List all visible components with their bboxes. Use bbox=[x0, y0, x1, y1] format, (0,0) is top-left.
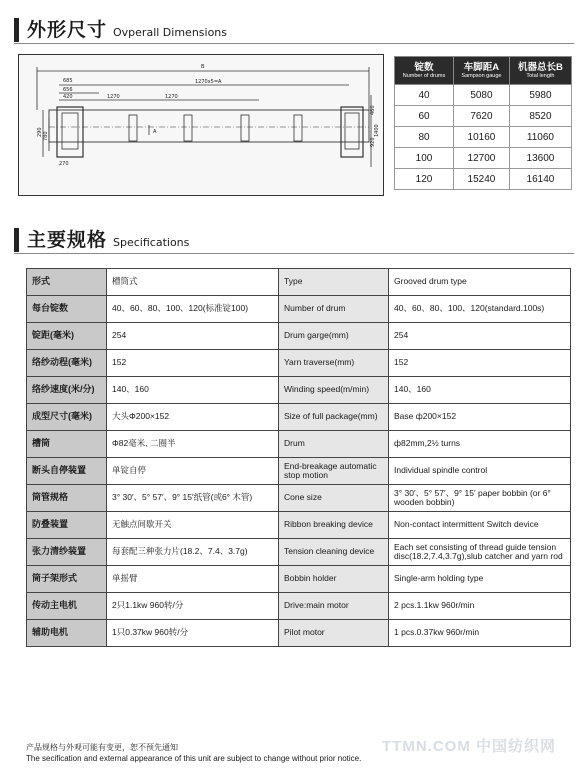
header-rule bbox=[14, 253, 574, 254]
table-cell: Winding speed(m/min) bbox=[279, 377, 389, 404]
section-header-dimensions bbox=[14, 12, 227, 42]
table-cell: Size of full package(mm) bbox=[279, 404, 389, 431]
footer-note-zh: 产品规格与外观可能有变更，恕不预先通知 bbox=[26, 743, 178, 752]
table-cell: Drum garge(mm) bbox=[279, 323, 389, 350]
table-cell: Base ф200×152 bbox=[389, 404, 571, 431]
table-cell: 筒子架形式 bbox=[27, 566, 107, 593]
table-cell: 单锭自停 bbox=[107, 458, 279, 485]
table-cell: ф82mm,2½ turns bbox=[389, 431, 571, 458]
table-cell: 13600 bbox=[509, 148, 571, 169]
drawing-label: 460 bbox=[370, 105, 376, 115]
table-cell: 152 bbox=[389, 350, 571, 377]
table-cell: Grooved drum type bbox=[389, 269, 571, 296]
table-cell: 防叠装置 bbox=[27, 512, 107, 539]
table-cell: 16140 bbox=[509, 169, 571, 190]
table-cell: Cone size bbox=[279, 485, 389, 512]
table-cell: 12700 bbox=[454, 148, 510, 169]
table-cell: 成型尺寸(毫米) bbox=[27, 404, 107, 431]
table-cell: 40、60、80、100、120(标准锭100) bbox=[107, 296, 279, 323]
table-cell: 无触点间歇开关 bbox=[107, 512, 279, 539]
section-title-zh: 外形尺寸 bbox=[27, 19, 108, 41]
table-cell: 2只1.1kw 960转/分 bbox=[107, 593, 279, 620]
section-title-en: Ovperall Dimensions bbox=[113, 26, 228, 39]
table-cell: 40 bbox=[395, 85, 454, 106]
table-cell: 100 bbox=[395, 148, 454, 169]
table-cell: 形式 bbox=[27, 269, 107, 296]
drawing-label: 1400 bbox=[374, 124, 380, 137]
table-cell: 络纱速度(米/分) bbox=[27, 377, 107, 404]
table-cell: 3° 30′、5° 57′、9° 15′ paper bobbin (or 6° wooden bobbin) bbox=[389, 485, 571, 512]
section-title-en: Specifications bbox=[113, 236, 190, 249]
drawing-label: 780 bbox=[43, 131, 49, 141]
drawing-label: 1270 bbox=[165, 94, 178, 100]
section-title-zh: 主要规格 bbox=[27, 229, 108, 251]
table-cell: Non-contact intermittent Switch device bbox=[389, 512, 571, 539]
table-cell: Type bbox=[279, 269, 389, 296]
table-cell: 60 bbox=[395, 106, 454, 127]
table-cell: 辅助电机 bbox=[27, 620, 107, 647]
table-row bbox=[27, 620, 571, 647]
table-row bbox=[27, 431, 571, 458]
table-cell: 张力清纱装置 bbox=[27, 539, 107, 566]
table-row bbox=[395, 148, 572, 169]
table-cell: 10160 bbox=[454, 127, 510, 148]
table-cell: 7620 bbox=[454, 106, 510, 127]
table-cell: 槽筒式 bbox=[107, 269, 279, 296]
table-cell: 11060 bbox=[509, 127, 571, 148]
table-cell: 1 pcs.0.37kw 960r/min bbox=[389, 620, 571, 647]
table-cell: 锭距(毫米) bbox=[27, 323, 107, 350]
table-row bbox=[27, 404, 571, 431]
table-cell: Drum bbox=[279, 431, 389, 458]
table-cell: Yarn traverse(mm) bbox=[279, 350, 389, 377]
table-cell: 1只0.37kw 960转/分 bbox=[107, 620, 279, 647]
footer-note-en: The secification and external appearance of this unit are subject to change without prior notice. bbox=[26, 754, 362, 763]
dimension-drawing bbox=[18, 54, 384, 196]
drawing-label: 1270 bbox=[107, 94, 120, 100]
table-cell: 120 bbox=[395, 169, 454, 190]
table-row bbox=[27, 485, 571, 512]
table-row bbox=[27, 593, 571, 620]
table-cell: 15240 bbox=[454, 169, 510, 190]
table-cell: 传动主电机 bbox=[27, 593, 107, 620]
header-bar bbox=[14, 18, 19, 42]
table-row bbox=[27, 377, 571, 404]
watermark: TTMN.COM 中国纺织网 bbox=[382, 738, 556, 755]
table-cell: Bobbin holder bbox=[279, 566, 389, 593]
table-row bbox=[395, 169, 572, 190]
table-cell: 每台锭数 bbox=[27, 296, 107, 323]
drawing-label: 1270x5=A bbox=[195, 79, 222, 85]
table-row bbox=[395, 106, 572, 127]
table-cell: 5980 bbox=[509, 85, 571, 106]
table-cell: Each set consisting of thread guide tension disc(18.2,7.4,3.7g),slub catcher and yarn rod bbox=[389, 539, 571, 566]
table-cell: Single-arm holding type bbox=[389, 566, 571, 593]
table-cell: 40、60、80、100、120(standard.100s) bbox=[389, 296, 571, 323]
table-row bbox=[27, 350, 571, 377]
header-rule bbox=[14, 43, 574, 44]
table-cell: Tension cleaning device bbox=[279, 539, 389, 566]
header-bar bbox=[14, 228, 19, 252]
dimensions-table bbox=[394, 56, 572, 190]
table-row bbox=[27, 323, 571, 350]
drawing-label: 685 bbox=[63, 78, 73, 84]
table-row bbox=[27, 458, 571, 485]
table-cell: Φ82毫米, 二圈半 bbox=[107, 431, 279, 458]
table-cell: 5080 bbox=[454, 85, 510, 106]
table-cell: 3° 30′、5° 57′、9° 15′纸管(或6° 木管) bbox=[107, 485, 279, 512]
dims-header-total-length: 机器总长B Total length bbox=[509, 57, 571, 85]
table-row bbox=[27, 296, 571, 323]
specifications-table bbox=[26, 268, 571, 647]
table-cell: 槽筒 bbox=[27, 431, 107, 458]
table-cell: 2 pcs.1.1kw 960r/min bbox=[389, 593, 571, 620]
table-row bbox=[27, 539, 571, 566]
drawing-label: 656 bbox=[63, 87, 73, 93]
drawing-label: B bbox=[201, 64, 205, 70]
table-row bbox=[27, 269, 571, 296]
table-cell: 254 bbox=[389, 323, 571, 350]
section-header-specifications bbox=[14, 222, 189, 252]
table-cell: 络纱动程(毫米) bbox=[27, 350, 107, 377]
table-cell: 断头自停装置 bbox=[27, 458, 107, 485]
table-cell: 每套配三种张力片(18.2、7.4、3.7g) bbox=[107, 539, 279, 566]
table-cell: 单摇臂 bbox=[107, 566, 279, 593]
drawing-label: A bbox=[153, 129, 157, 135]
dims-header-sampson-gauge: 车脚距A Sampson gauge bbox=[454, 57, 510, 85]
drawing-label: 420 bbox=[63, 94, 73, 100]
table-row bbox=[27, 512, 571, 539]
drawing-label: 270 bbox=[59, 161, 69, 167]
table-cell: 254 bbox=[107, 323, 279, 350]
table-cell: Ribbon breaking device bbox=[279, 512, 389, 539]
table-cell: 8520 bbox=[509, 106, 571, 127]
table-row bbox=[395, 85, 572, 106]
machine-outline-svg bbox=[19, 55, 383, 195]
table-cell: 152 bbox=[107, 350, 279, 377]
table-cell: Number of drum bbox=[279, 296, 389, 323]
table-cell: 大头Φ200×152 bbox=[107, 404, 279, 431]
table-row bbox=[27, 566, 571, 593]
table-cell: 筒管规格 bbox=[27, 485, 107, 512]
drawing-label: 920 bbox=[370, 137, 376, 147]
table-cell: End-breakage automatic stop motion bbox=[279, 458, 389, 485]
dims-header-drums: 锭数 Number of drums bbox=[395, 57, 454, 85]
table-cell: 140、160 bbox=[389, 377, 571, 404]
table-cell: 140、160 bbox=[107, 377, 279, 404]
table-cell: Pilot motor bbox=[279, 620, 389, 647]
table-cell: Individual spindle control bbox=[389, 458, 571, 485]
drawing-label: 290 bbox=[37, 127, 43, 137]
table-row bbox=[395, 127, 572, 148]
table-cell: Drive:main motor bbox=[279, 593, 389, 620]
table-cell: 80 bbox=[395, 127, 454, 148]
